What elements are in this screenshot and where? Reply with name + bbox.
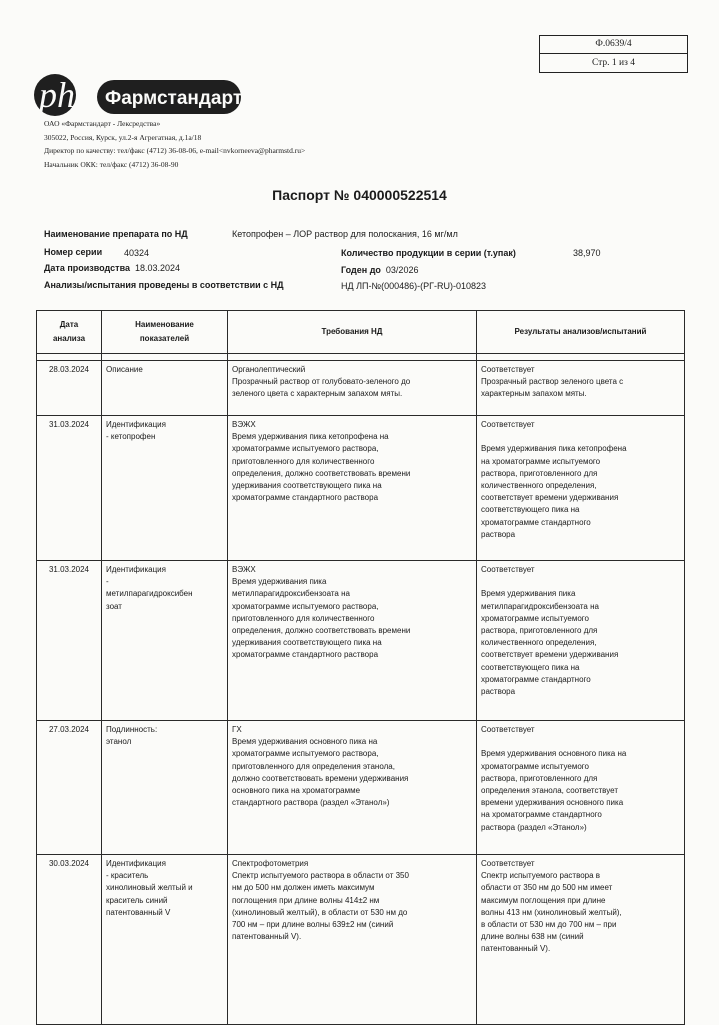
row-indicator: Описание [102, 361, 228, 416]
table-row [37, 416, 685, 561]
drug-value: Кетопрофен – ЛОР раствор для полоскания, 16 мг/мл [232, 229, 458, 239]
production-date-value: 18.03.2024 [135, 263, 181, 273]
header-requirements: Требования НД [228, 311, 477, 354]
row-requirement: ГХ Время удерживания основного пика на хроматограмме испытуемого раствора, приготовленного для определения этанола, должно соответствовать времени удерживания основного пика на хроматограмме стандартного раствора (раздел «Этанол») [228, 721, 477, 855]
expiry-value: 03/2026 [385, 265, 419, 275]
table-row [37, 361, 685, 416]
quantity-label: Количество продукции в серии (т.упак) [341, 248, 516, 258]
row-date: 31.03.2024 [37, 416, 102, 561]
row-result: Соответствует Время удерживания основного пика на хроматограмме испытуемого раствора, приготовленного для определения этанола, соответствует времени удерживания основного пика на хроматограмме стандартного раствора (раздел «Этанол») [477, 721, 685, 855]
table-row [37, 855, 685, 1025]
row-date: 30.03.2024 [37, 855, 102, 1025]
table-row [37, 561, 685, 721]
company-name: ОАО «Фармстандарт - Лексредства» [44, 119, 161, 128]
row-result: Соответствует Спектр испытуемого раствора в области от 350 нм до 500 нм имеет максимум поглощения при длине волны 413 нм (хинолиновый желтый), в области от 530 нм до 700 нм – при длине волны 638 нм (синий патентованный V). [477, 855, 685, 1025]
quantity-value: 38,970 [573, 248, 601, 258]
row-date: 31.03.2024 [37, 561, 102, 721]
row-date: 27.03.2024 [37, 721, 102, 855]
tests-label: Анализы/испытания проведены в соответствии с НД [44, 280, 284, 290]
header-date: Дата анализа [37, 311, 102, 354]
row-requirement: ВЭЖХ Время удерживания пика метилпарагидроксибензоата на хроматограмме испытуемого раствора, приготовленного для количественного определения, должно соответствовать времени удерживания соответствующего пика на хроматограмме стандартного раствора [228, 561, 477, 721]
row-indicator: Идентификация - краситель хинолиновый желтый и краситель синий патентованный V [102, 855, 228, 1025]
table-header-row [37, 311, 685, 354]
analysis-table [36, 310, 685, 1025]
page-title: Паспорт № 040000522514 [272, 187, 447, 203]
row-indicator: Подлинность: этанол [102, 721, 228, 855]
pharmstandard-logo-graphic [33, 66, 245, 124]
table-spacer-row [37, 354, 685, 361]
company-logo [33, 66, 245, 124]
logo-mark: phs [39, 75, 90, 115]
header-indicator: Наименование показателей [102, 311, 228, 354]
form-number-box [539, 35, 688, 73]
row-result: Соответствует Время удерживания пика метилпарагидроксибензоата на хроматограмме испытуемого раствора, приготовленного для количественного определения, соответствует времени удерживания соответствующего пика на хроматограмме стандартного раствора [477, 561, 685, 721]
quality-director-contact: Директор по качеству: тел/факс (4712) 36-08-06, e-mail<nvkorneeva@pharmstd.ru> [44, 146, 306, 155]
header-results: Результаты анализов/испытаний [477, 311, 685, 354]
row-result: Соответствует Прозрачный раствор зеленого цвета с характерным запахом мяты. [477, 361, 685, 416]
series-value: 40324 [124, 248, 150, 258]
row-date: 28.03.2024 [37, 361, 102, 416]
expiry-date [341, 265, 418, 276]
series-label: Номер серии [44, 247, 103, 257]
expiry-label: Годен до [341, 265, 381, 275]
table-row [37, 721, 685, 855]
form-code: Ф.0639/4 [540, 36, 687, 54]
drug-label: Наименование препарата по НД [44, 229, 188, 239]
row-result: Соответствует Время удерживания пика кетопрофена на хроматограмме испытуемого раствора, приготовленного для количественного определения, соответствует времени удерживания соответствующего пика на хроматограмме стандартного раствора [477, 416, 685, 561]
company-details [44, 117, 305, 171]
qc-head-contact: Начальник ОКК: тел/факс (4712) 36-08-90 [44, 159, 179, 169]
tests-value: НД ЛП-№(000486)-(РГ-RU)-010823 [341, 281, 487, 291]
row-requirement: ВЭЖХ Время удерживания пика кетопрофена на хроматограмме испытуемого раствора, приготовленного для количественного определения, должно соответствовать времени удерживания соответствующего пика на хроматограмме стандартного раствора [228, 416, 477, 561]
production-date-label: Дата производства [44, 263, 130, 273]
page-number: Стр. 1 из 4 [591, 58, 636, 68]
logo-name: Фармстандарт [105, 88, 243, 109]
company-address: 305022, Россия, Курск, ул.2-я Агрегатная, д.1а/18 [44, 132, 202, 142]
row-indicator: Идентификация - кетопрофен [102, 416, 228, 561]
row-indicator: Идентификация - метилпарагидроксибен зоат [102, 561, 228, 721]
row-requirement: Органолептический Прозрачный раствор от голубовато-зеленого до зеленого цвета с характерным запахом мяты. [228, 361, 477, 416]
production-date [44, 263, 180, 274]
row-requirement: Спектрофотометрия Спектр испытуемого раствора в области от 350 нм до 500 нм должен иметь максимум поглощения при длине волны 414±2 нм (хинолиновый желтый), в области от 530 нм до 700 нм – при длине волны 639±2 нм (синий патентованный V). [228, 855, 477, 1025]
